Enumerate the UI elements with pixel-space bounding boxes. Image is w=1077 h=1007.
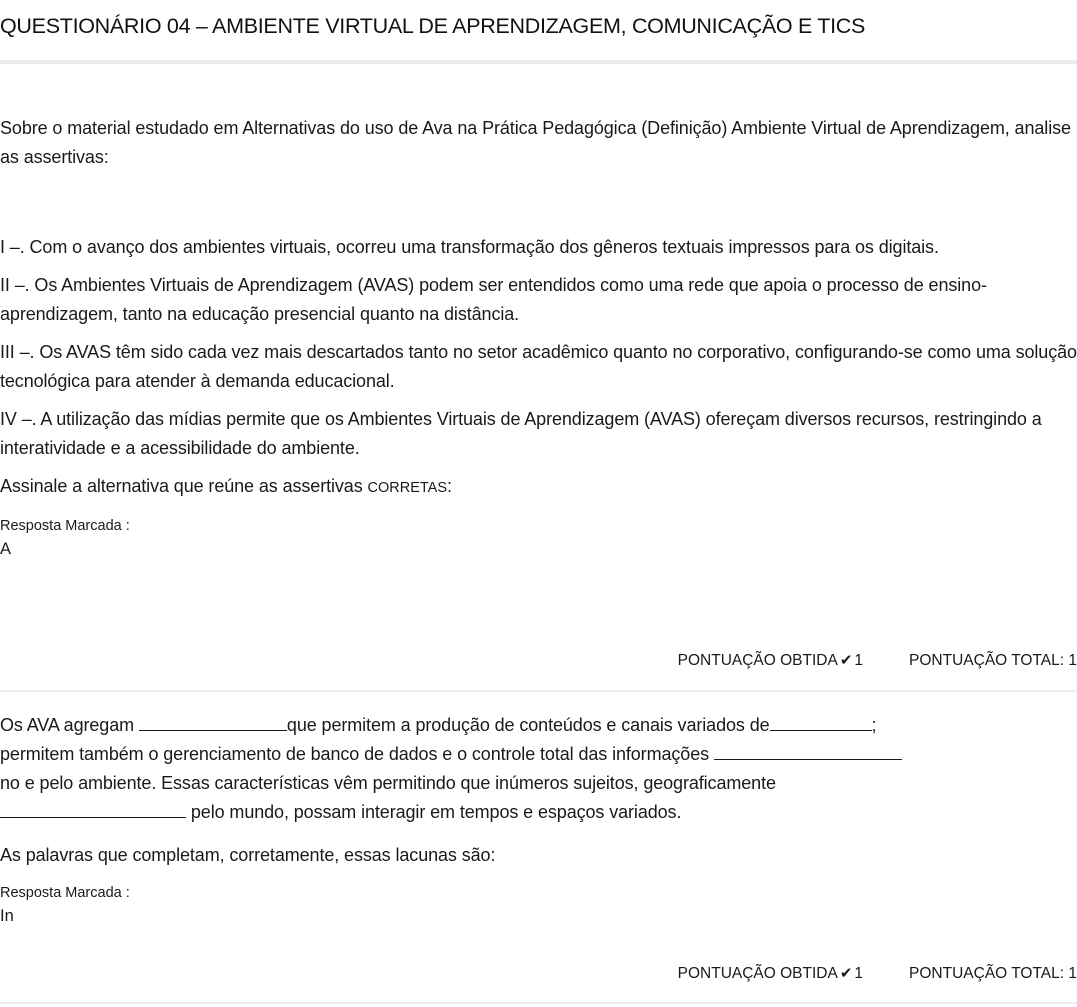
blank-4 (0, 799, 186, 818)
score-obtained (678, 965, 863, 982)
question-2-text (0, 711, 1077, 827)
text-segment: no e pelo ambiente. Essas características vêm permitindo que inúmeros sujeitos, geograficamente (0, 773, 776, 793)
question-divider (0, 1002, 1077, 1004)
blank-3 (714, 741, 902, 760)
question-2 (0, 711, 1077, 928)
score-obtained-label: PONTUAÇÃO OBTIDA (677, 965, 838, 982)
text-segment: permitem também o gerenciamento de banco de dados e o controle total das informações (0, 744, 714, 764)
score-total: PONTUAÇÃO TOTAL: 1 (909, 965, 1077, 982)
score-obtained-value: 1 (854, 965, 864, 982)
question-1 (0, 114, 1077, 561)
answer-value: In (0, 907, 14, 925)
text-segment: que permitem a produção de conteúdos e canais variados de (286, 715, 770, 735)
blank-2 (770, 712, 872, 731)
score-row-1 (678, 651, 1077, 670)
score-total: PONTUAÇÃO TOTAL: 1 (909, 652, 1077, 669)
title-divider (0, 60, 1077, 64)
text-segment: pelo mundo, possam interagir em tempos e espaços variados. (186, 802, 682, 822)
question-2-prompt: As palavras que completam, corretamente, essas lacunas são: (0, 845, 496, 865)
score-row-2 (678, 964, 1077, 983)
text-segment: Os AVA agregam (0, 715, 139, 735)
assertion-ii: II –. Os Ambientes Virtuais de Aprendizagem (AVAS) podem ser entendidos como uma rede que apoia o processo de ensino-aprendizagem, tanto na educação presencial quanto na distância. (0, 275, 987, 324)
answer-value: A (0, 540, 12, 558)
score-obtained-value: 1 (854, 652, 864, 669)
check-icon: ✔ (839, 965, 853, 982)
score-obtained-label: PONTUAÇÃO OBTIDA (677, 652, 838, 669)
prompt-suffix: : (447, 476, 452, 496)
check-icon: ✔ (839, 652, 853, 669)
question-1-prompt (0, 472, 1077, 503)
assertion-iv: IV –. A utilização das mídias permite que os Ambientes Virtuais de Aprendizagem (AVAS) ofereçam diversos recursos, restringindo a interatividade e a acessibilidade do ambiente. (0, 409, 1042, 458)
text-segment: ; (871, 715, 877, 735)
question-1-intro: Sobre o material estudado em Alternativas do uso de Ava na Prática Pedagógica (Definição) Ambiente Virtual de Aprendizagem, analise as assertivas: (0, 118, 1071, 167)
assertion-i: I –. Com o avanço dos ambientes virtuais, ocorreu uma transformação dos gêneros textuais impressos para os digitais. (0, 237, 939, 257)
score-obtained (678, 652, 863, 669)
answer-label: Resposta Marcada : (0, 885, 130, 901)
page-title: QUESTIONÁRIO 04 – AMBIENTE VIRTUAL DE APRENDIZAGEM, COMUNICAÇÃO E TICS (0, 14, 866, 38)
answer-label: Resposta Marcada : (0, 518, 130, 534)
question-divider (0, 690, 1077, 692)
prompt-prefix: Assinale a alternativa que reúne as assertivas (0, 476, 368, 496)
assertion-iii: III –. Os AVAS têm sido cada vez mais descartados tanto no setor acadêmico quanto no corporativo, configurando-se como uma solução tecnológica para atender à demanda educacional. (0, 342, 1077, 391)
blank-1 (139, 712, 287, 731)
prompt-emphasis: CORRETAS (367, 480, 448, 496)
